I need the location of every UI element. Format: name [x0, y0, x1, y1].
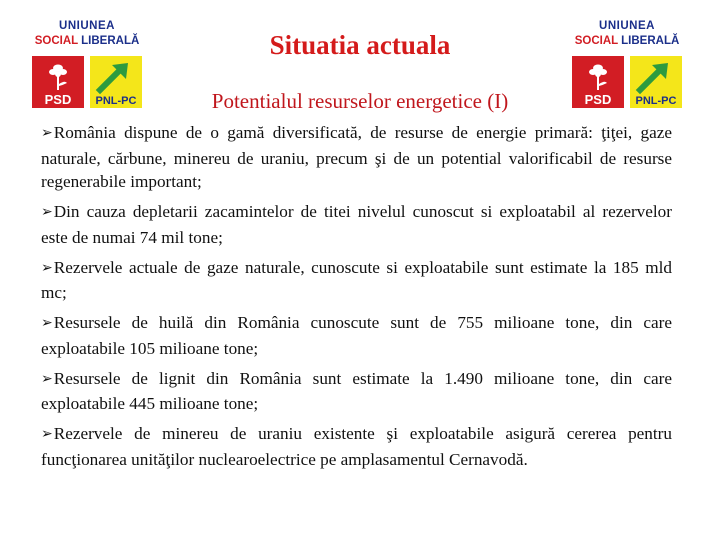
logo-line-social-liberala	[568, 33, 686, 49]
logo-word-liberala: LIBERALĂ	[81, 35, 140, 47]
bullet-text: Rezervele actuale de gaze naturale, cunoscute si exploatabile sunt estimate la 185 mld mc;	[41, 257, 672, 302]
bullet-text: Resursele de huilă din România cunoscute sunt de 755 milioane tone, din care exploatabile 105 milioane tone;	[41, 313, 672, 358]
usl-logo-right	[568, 18, 686, 108]
bullet-arrow-icon: ➢	[41, 259, 53, 276]
logo-line-uniunea: UNIUNEA	[59, 20, 115, 32]
bullet-arrow-icon: ➢	[41, 204, 53, 220]
logo-line-social-liberala	[28, 33, 146, 49]
psd-label: PSD	[584, 92, 612, 107]
bullet-text: Rezervele de minereu de uraniu existente şi exploatabile asigură cererea pentru funcţionarea unităţilor nuclearoelectrice pe amplasamentul Cernavodă.	[41, 424, 672, 469]
bullet-arrow-icon: ➢	[41, 370, 53, 387]
bullet-arrow-icon: ➢	[41, 125, 53, 141]
psd-rose-icon	[32, 56, 84, 108]
pnl-label: PNL-PC	[95, 95, 137, 107]
logo-line-uniunea: UNIUNEA	[599, 20, 655, 32]
logo-word-social: SOCIAL	[34, 35, 78, 47]
bullet-arrow-icon: ➢	[41, 315, 53, 331]
bullet-text: Din cauza depletarii zacamintelor de titei nivelul cunoscut si exploatabil al rezervelor este de numai 74 mil tone;	[41, 202, 672, 247]
pnl-label: PNL-PC	[635, 95, 677, 107]
page-title: Situatia actuala	[269, 30, 451, 60]
bullet-item	[41, 256, 672, 305]
bullet-text: Resursele de lignit din România sunt estimate la 1.490 milioane tone, din care exploatabile 445 milioane tone;	[41, 368, 672, 413]
bullet-text: România dispune de o gamă diversificată, de resurse de energie primară: ţiţei, gaze naturale, cărbune, minereu de uraniu, precum şi de un potential valorificabil de resurse regenerabile important;	[41, 123, 672, 191]
bullet-item	[41, 311, 672, 360]
pnl-arrow-icon	[90, 56, 142, 108]
page-subtitle: Potentialul resurselor energetice (I)	[211, 89, 509, 113]
bullet-list	[41, 121, 672, 478]
bullet-item	[41, 367, 672, 416]
bullet-item	[41, 121, 672, 194]
logo-word-social: SOCIAL	[574, 35, 618, 47]
pnl-arrow-icon	[630, 56, 682, 108]
logo-word-liberala: LIBERALĂ	[621, 35, 680, 47]
bullet-item	[41, 422, 672, 471]
psd-label: PSD	[44, 92, 72, 107]
bullet-arrow-icon: ➢	[41, 426, 53, 442]
bullet-item	[41, 200, 672, 249]
usl-logo-left	[28, 18, 146, 108]
